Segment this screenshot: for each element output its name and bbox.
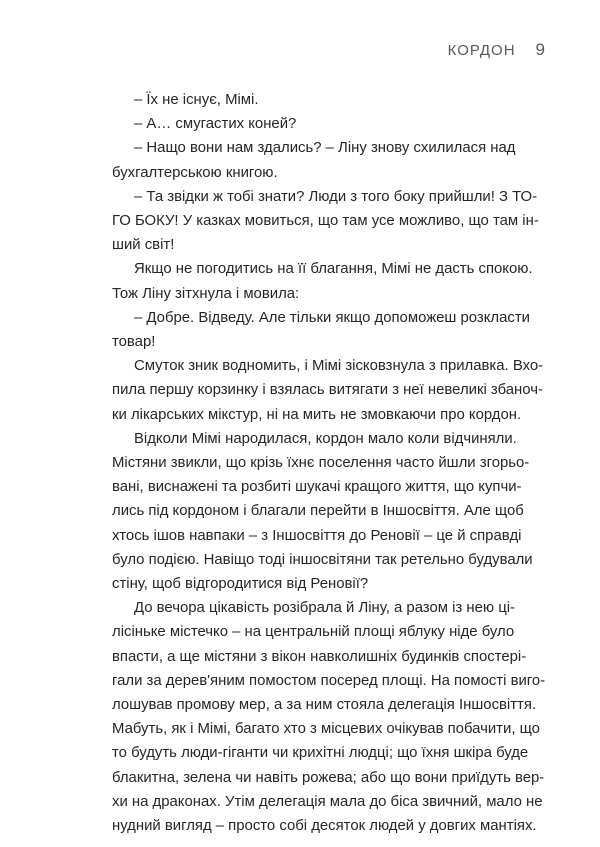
text-line: ГО БОКУ! У казках мовиться, що там усе можливо, що там ін-: [112, 213, 539, 230]
text-line: пила першу корзинку і взялась витягати з неї невеликі збаноч-: [112, 382, 543, 399]
paragraph: [90, 112, 513, 136]
text-line: лісіньке містечко – на центральній площі яблуку ніде було: [112, 624, 515, 641]
text-line: впасти, а ще містяни з вікон навколишніх будинків спостері-: [112, 648, 527, 665]
text-line: – Добре. Відведу. Але тільки якщо допоможеш розкласти: [134, 309, 530, 326]
running-header: [0, 40, 545, 60]
text-line: гали за дерев'яним помостом посеред площі. На помості виго-: [112, 672, 546, 689]
text-line: Тож Ліну зітхнула і мовила:: [112, 285, 300, 302]
text-line: До вечора цікавість розібрала й Ліну, а разом із нею ці-: [134, 600, 516, 617]
paragraph: [90, 427, 533, 596]
paragraph: [90, 257, 533, 305]
text-line: Смуток зник водномить, і Мімі зісковзнула з прилавка. Вхо-: [134, 358, 544, 375]
text-line: лошував промову мер, а за ним стояла делегація Іншосвіття.: [112, 697, 537, 714]
chapter-title: КОРДОН: [447, 42, 516, 59]
text-line: бухгалтерською книгою.: [112, 164, 278, 181]
text-line: було подією. Навіщо тоді іншосвітяни так ретельно будували: [112, 551, 533, 568]
paragraph: [90, 354, 544, 427]
text-line: – А… смугастих коней?: [134, 116, 297, 133]
text-line: лись під кордоном і благали перейти в Іншосвіття. Але щоб: [112, 503, 524, 520]
text-line: хтось ішов навпаки – з Іншосвіття до Реновії – це й справді: [112, 527, 522, 544]
text-line: стіну, щоб відгородитися від Реновії?: [112, 576, 369, 593]
text-line: блакитна, зелена чи навіть рожева; або що вони приїдуть вер-: [112, 769, 545, 786]
text-line: Містяни звикли, що крізь їхнє поселення часто йшли згорьо-: [112, 455, 530, 472]
text-line: товар!: [112, 334, 156, 351]
text-line: – Нащо вони нам здались? – Ліну знову схилилася над: [134, 140, 516, 157]
text-line: Якщо не погодитись на її благання, Мімі не дасть спокою.: [134, 261, 533, 278]
paragraph: [90, 88, 513, 112]
paragraph: [90, 185, 539, 258]
paragraph: [90, 596, 546, 838]
text-line: вані, виснажені та розбиті шукачі кращого життя, що купчи-: [112, 479, 522, 496]
text-line: – Та звідки ж тобі знати? Люди з того боку прийшли! З ТО-: [134, 188, 538, 205]
page-number: 9: [535, 40, 545, 59]
text-line: Мабуть, як і Мімі, багато хто з місцевих очікував побачити, що: [112, 721, 540, 738]
text-line: хи на драконах. Утім делегація мала до біса звичний, мало не: [112, 793, 543, 810]
text-line: Відколи Мімі народилася, кордон мало коли відчиняли.: [134, 430, 517, 447]
text-line: ший світ!: [112, 237, 175, 254]
text-line: – Їх не існує, Мімі.: [134, 92, 259, 108]
paragraph: [90, 306, 530, 354]
text-line: нудний вигляд – просто собі десяток людей у довгих мантіях.: [112, 818, 537, 835]
text-line: ки лікарських мікстур, ні на мить не змовкаючи про кордон.: [112, 406, 522, 423]
body-text: [90, 88, 546, 838]
text-line: то будуть люди-гіганти чи крихітні людці; що їхня шкіра буде: [112, 745, 529, 762]
paragraph: [90, 136, 516, 184]
